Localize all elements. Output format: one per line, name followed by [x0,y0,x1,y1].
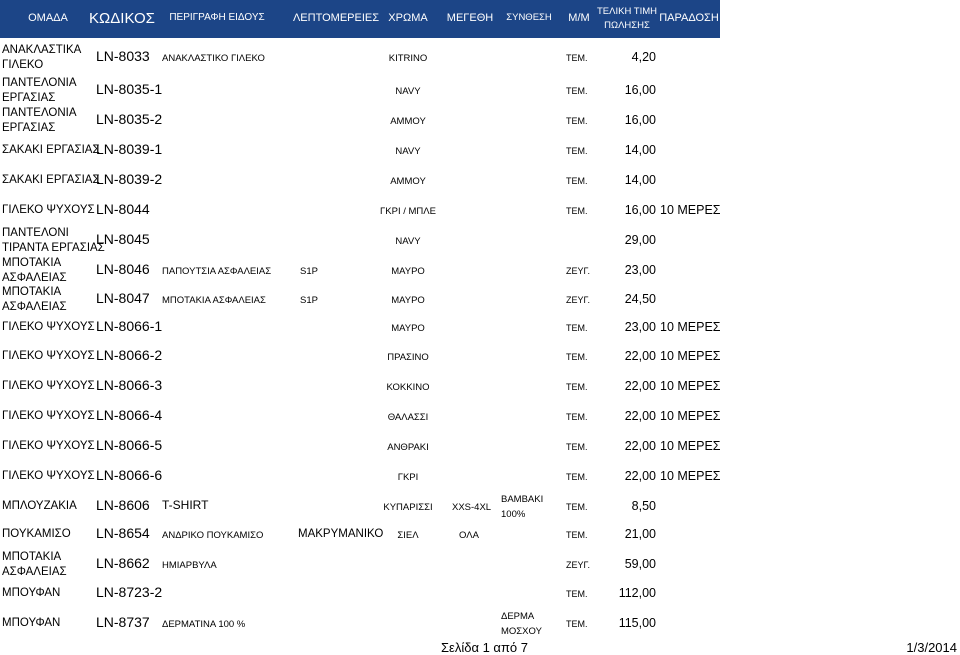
product-code: LN-8035-2 [96,111,163,127]
product-code: LN-8035-1 [96,81,163,97]
final-price: 59,00 [624,557,656,571]
product-code: LN-8066-3 [96,377,163,393]
delivery-time: 10 ΜΕΡΕΣ [660,469,721,483]
group-name: ΑΣΦΑΛΕΙΑΣ [2,272,67,284]
unit-measure: ΤΕΜ. [566,442,588,452]
unit-measure: ΖΕΥΓ. [566,295,590,305]
product-size: XXS-4XL [452,502,492,513]
final-price: 16,00 [624,83,656,97]
print-date: 1/3/2014 [906,640,957,655]
unit-measure: ΖΕΥΓ. [566,560,590,570]
delivery-time: 10 ΜΕΡΕΣ [660,379,721,393]
product-details: ΜΑΚΡΥΜΑΝΙΚΟ [298,528,384,540]
product-description: ΑΝΑΚΛΑΣΤΙΚΟ ΓΙΛΕΚΟ [162,53,265,64]
product-code: LN-8654 [96,525,150,541]
final-price: 8,50 [631,499,656,513]
product-composition: 100% [501,509,526,520]
product-composition: ΒΑΜΒΑΚΙ [501,494,544,505]
group-name: ΓΙΛΕΚΟ [2,59,44,71]
product-code: LN-8066-2 [96,347,163,363]
group-name: ΤΙΡΑΝΤΑ ΕΡΓΑΣΙΑΣ [2,242,105,254]
product-color: ΜΑΥΡΟ [391,323,425,334]
product-description: ΗΜΙΑΡΒΥΛΑ [162,560,217,571]
product-composition: ΜΟΣΧΟΥ [501,626,542,637]
header-omada: ΟΜΑΔΑ [28,12,68,24]
final-price: 22,00 [624,409,656,423]
group-name: ΣΑΚΑΚΙ ΕΡΓΑΣΙΑΣ [2,144,100,156]
product-color: ΑΜΜΟΥ [390,116,426,127]
unit-measure: ΤΕΜ. [566,412,588,422]
header-kodikos: ΚΩΔΙΚΟΣ [89,10,155,27]
header-megethos: ΜΕΓΕΘΗ [446,12,494,24]
product-code: LN-8737 [96,614,150,630]
group-name: ΠΟΥΚΑΜΙΣΟ [2,528,71,540]
table-header [0,0,720,38]
product-color: ΓΚΡΙ [397,472,419,483]
product-color: ΚΟΚΚΙΝΟ [386,382,430,393]
product-description: ΠΑΠΟΥΤΣΙΑ ΑΣΦΑΛΕΙΑΣ [162,266,272,277]
unit-measure: ΤΕΜ. [566,116,588,126]
header-timi-line2: ΠΩΛΗΣΗΣ [604,20,650,31]
unit-measure: ΤΕΜ. [566,53,588,63]
page-number: Σελίδα 1 από 7 [441,640,528,655]
final-price: 24,50 [624,292,656,306]
product-code: LN-8066-5 [96,437,163,453]
header-mm: Μ/Μ [568,12,590,24]
group-name: ΠΑΝΤΕΛΟΝΙΑ [2,107,77,119]
group-name: ΓΙΛΕΚΟ ΨΥΧΟΥΣ [2,470,95,482]
product-description: ΜΠΟΤΑΚΙΑ ΑΣΦΑΛΕΙΑΣ [162,295,266,306]
product-code: LN-8046 [96,261,150,277]
delivery-time: 10 ΜΕΡΕΣ [660,203,721,217]
product-code: LN-8662 [96,555,150,571]
final-price: 14,00 [624,143,656,157]
final-price: 115,00 [618,616,656,630]
product-code: LN-8045 [96,231,150,247]
group-name: ΓΙΛΕΚΟ ΨΥΧΟΥΣ [2,380,95,392]
final-price: 16,00 [624,113,656,127]
unit-measure: ΤΕΜ. [566,530,588,540]
product-color: ΑΜΜΟΥ [390,176,426,187]
final-price: 22,00 [624,439,656,453]
group-name: ΜΠΟΤΑΚΙΑ [2,551,62,563]
delivery-time: 10 ΜΕΡΕΣ [660,349,721,363]
unit-measure: ΖΕΥΓ. [566,266,590,276]
group-name: ΜΠΟΥΦΑΝ [2,587,61,599]
product-description: ΑΝΔΡΙΚΟ ΠΟΥΚΑΜΙΣΟ [162,530,264,541]
product-color: ΘΑΛΑΣΣΙ [387,412,429,423]
group-name: ΓΙΛΕΚΟ ΨΥΧΟΥΣ [2,440,95,452]
group-name: ΣΑΚΑΚΙ ΕΡΓΑΣΙΑΣ [2,174,100,186]
product-color: ΣΙΕΛ [397,530,419,541]
delivery-time: 10 ΜΕΡΕΣ [660,439,721,453]
group-name: ΑΣΦΑΛΕΙΑΣ [2,566,67,578]
delivery-time: 10 ΜΕΡΕΣ [660,320,721,334]
product-color: ΜΑΥΡΟ [391,266,425,277]
final-price: 29,00 [624,233,656,247]
delivery-time: 10 ΜΕΡΕΣ [660,409,721,423]
group-name: ΠΑΝΤΕΛΟΝΙ [2,227,69,239]
unit-measure: ΤΕΜ. [566,176,588,186]
header-leptomereies: ΛΕΠΤΟΜΕΡΕΙΕΣ [292,12,380,24]
group-name: ΑΣΦΑΛΕΙΑΣ [2,301,67,313]
product-code: LN-8066-4 [96,407,163,423]
group-name: ΓΙΛΕΚΟ ΨΥΧΟΥΣ [2,204,95,216]
product-color: NAVY [395,146,421,157]
product-details: S1P [300,295,318,306]
group-name: ΜΠΛΟΥΖΑΚΙΑ [2,500,77,512]
product-description: T-SHIRT [162,498,209,512]
final-price: 112,00 [618,586,656,600]
header-perigrafi: ΠΕΡΙΓΡΑΦΗ ΕΙΔΟΥΣ [169,12,265,23]
product-code: LN-8039-1 [96,141,163,157]
unit-measure: ΤΕΜ. [566,206,588,216]
group-name: ΓΙΛΕΚΟ ΨΥΧΟΥΣ [2,410,95,422]
group-name: ΠΑΝΤΕΛΟΝΙΑ [2,77,77,89]
unit-measure: ΤΕΜ. [566,86,588,96]
product-code: LN-8039-2 [96,171,163,187]
group-name: ΕΡΓΑΣΙΑΣ [2,92,56,104]
header-xroma: ΧΡΩΜΑ [388,12,428,24]
product-color: ΓΚΡΙ / ΜΠΛΕ [380,206,436,217]
product-code: LN-8066-6 [96,467,163,483]
product-code: LN-8066-1 [96,318,163,334]
unit-measure: ΤΕΜ. [566,502,588,512]
final-price: 22,00 [624,349,656,363]
unit-measure: ΤΕΜ. [566,472,588,482]
product-color: NAVY [395,86,421,97]
header-synthesi: ΣΥΝΘΕΣΗ [506,12,552,23]
group-name: ΓΙΛΕΚΟ ΨΥΧΟΥΣ [2,350,95,362]
product-color: ΑΝΘΡΑΚΙ [387,442,429,453]
unit-measure: ΤΕΜ. [566,382,588,392]
group-name: ΜΠΟΤΑΚΙΑ [2,286,62,298]
group-name: ΓΙΛΕΚΟ ΨΥΧΟΥΣ [2,321,95,333]
unit-measure: ΤΕΜ. [566,619,588,629]
group-name: ΑΝΑΚΛΑΣΤΙΚΑ [2,44,82,56]
product-size: ΟΛΑ [459,530,479,541]
product-composition: ΔΕΡΜΑ [501,611,535,622]
final-price: 16,00 [624,203,656,217]
product-code: LN-8047 [96,290,150,306]
final-price: 14,00 [624,173,656,187]
product-code: LN-8044 [96,201,150,217]
product-code: LN-8606 [96,497,150,513]
final-price: 22,00 [624,469,656,483]
product-color: ΠΡΑΣΙΝΟ [387,352,429,363]
product-description: ΔΕΡΜΑΤΙΝΑ 100 % [162,619,246,630]
header-paradosi: ΠΑΡΑΔΟΣΗ [659,12,719,24]
group-name: ΜΠΟΥΦΑΝ [2,617,61,629]
product-color: NAVY [395,236,421,247]
product-color: KITRINO [388,53,428,64]
group-name: ΜΠΟΤΑΚΙΑ [2,257,62,269]
product-code: LN-8033 [96,48,150,64]
header-timi-line1: ΤΕΛΙΚΗ ΤΙΜΗ [596,6,658,17]
group-name: ΕΡΓΑΣΙΑΣ [2,122,56,134]
final-price: 22,00 [624,379,656,393]
final-price: 23,00 [624,263,656,277]
product-details: S1P [300,266,318,277]
unit-measure: ΤΕΜ. [566,146,588,156]
final-price: 21,00 [624,527,656,541]
final-price: 23,00 [624,320,656,334]
unit-measure: ΤΕΜ. [566,323,588,333]
unit-measure: ΤΕΜ. [566,352,588,362]
unit-measure: ΤΕΜ. [566,589,588,599]
product-color: ΚΥΠΑΡΙΣΣΙ [383,502,433,513]
product-code: LN-8723-2 [96,584,163,600]
final-price: 4,20 [631,50,656,64]
product-color: ΜΑΥΡΟ [391,295,425,306]
